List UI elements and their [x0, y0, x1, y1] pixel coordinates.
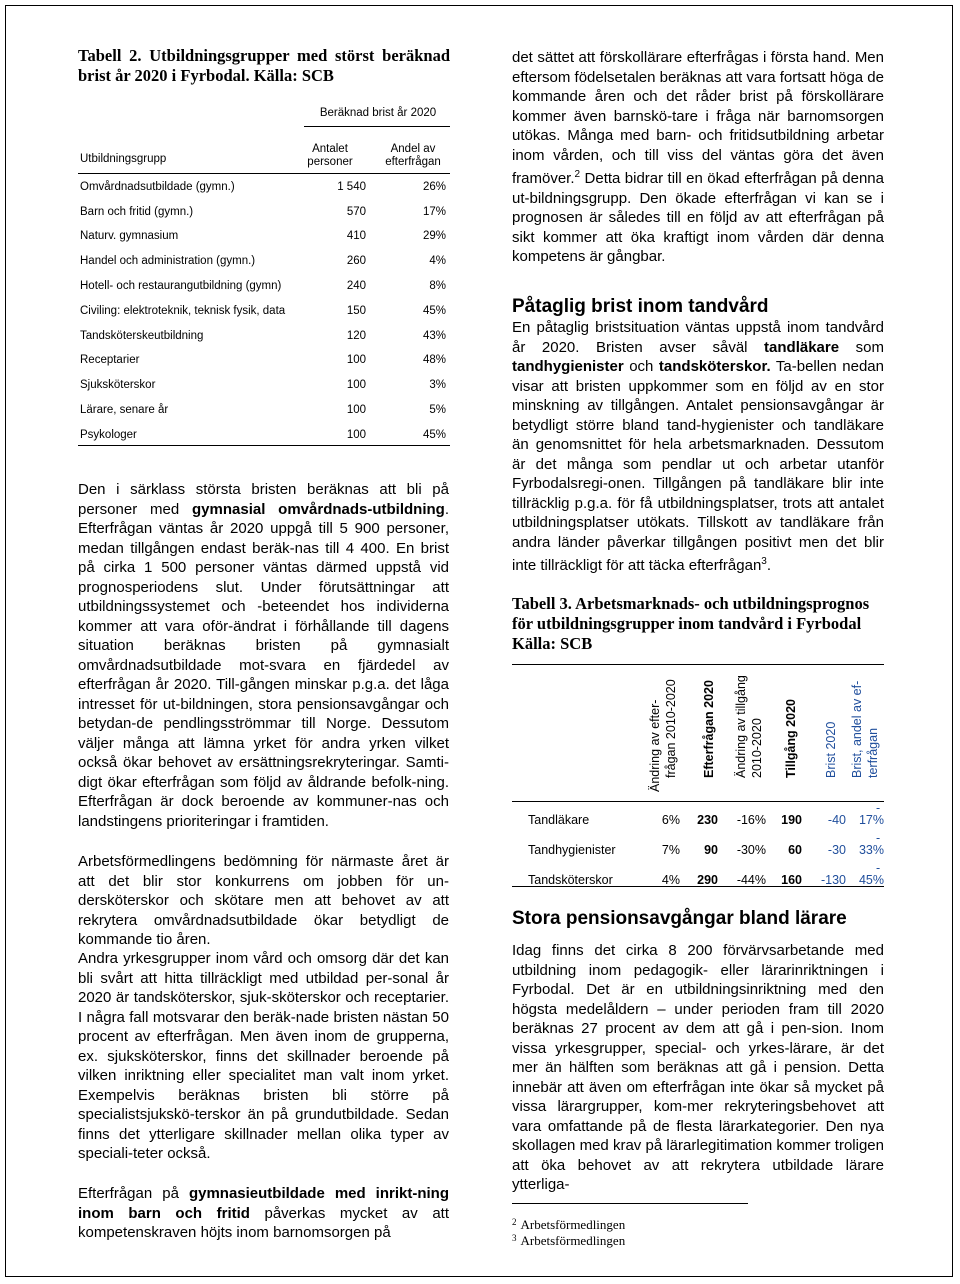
emphasis-text: gymnasial omvårdnads-utbildning	[192, 500, 445, 518]
text-run: Den i särklass största bristen beräknas att bli på personer med	[78, 481, 449, 518]
body-paragraph: Andra yrkesgrupper inom vård och omsorg där det kan bli svårt att hitta tillräckligt med utbildad per-sonal år 2020 är tandsköterskor, sjuk-sköterskor och receptarier. I några fall motsvarar den beräk-nade bristen nästan 50 procent av efterfrågan. Men även inom de grupperna, ex. sjuksköterskor, finns det skillnader beroende på vilken inriktning eller specialitet man valt inom yrket. Exempelvis beräknas bristen bli större på specialistsjukskö-terskor än på grundutbildade. Sedan finns det ytterligare skillnader mellan olika typer av speciali-teter också.	[78, 950, 449, 1162]
text-run: . Efterfrågan väntas år 2020 uppgå till 5 900 personer, medan tillgången endast beräk-nas till 4 400. En brist på cirka 1 500 personer väntas därmed uppstå vid prognosperiodens slut. Under förutsättningar att utbildningssystemet och -beteendet hos individerna kommer att vara oför-ändrat i förhållande till dagens situation beräknas bristen på gymnasialt omvårdnadsutbildade mot-svara en fjärdedel av efterfrågan år 2020. Till-gången minskar p.g.a. det låga intresset för ut-bildningen, stora pensionsavgångar och betydan-de pendlingsströmmar till Norge. Dessutom väljer många att lämna yrket för andra yrken vilket också ökar behovet av ersättningsrekryteringar. Samti-digt ökar efterfrågan som följd av åldrande befolk-ning. Efterfrågan är dock beroende av kommuner-nas och landstingens prioriteringar i framtiden.	[78, 500, 450, 830]
table-cell: -130	[820, 873, 846, 887]
table-cell-antal: 100	[346, 429, 366, 441]
table-cell-andel: 29%	[422, 230, 446, 242]
table-cell-andel: 5%	[429, 404, 446, 416]
header-text: Tillgång 2020	[784, 699, 798, 778]
table-cell-antal: 410	[346, 230, 366, 242]
table-cell-antal: 570	[346, 206, 366, 218]
table-cell-dash: -	[876, 861, 881, 875]
text-run: påverkas mycket av att kompetenskraven höjts inom barnomsorgen på	[78, 1204, 449, 1241]
text-run: Ta-bellen nedan visar att bristen uppkommer som en följd av en stor minskning av tillgången. Antalet pensionsavgångar är betydligt större bland tand-hygienister och tandläkare än genomsnittet för hela arbetsmarknaden. Dessutom är det många som pendlar ut och arbetar utanför Fyrbodalsregi-onen. Tillgången på tandläkare blir inte tillräcklig p.g.a. för få utbildningsplatser, trots att antalet utbildningsplatser utökats. Tillskott av tandläkare från andra länder påverkar tillgången positivt men det blir inte tillräckligt för att täcka efterfrågan	[512, 358, 884, 574]
table-cell: 17%	[858, 813, 884, 827]
table-cell-label: Tandläkare	[528, 813, 590, 827]
table-cell: -40	[827, 813, 846, 827]
table-cell-antal: 100	[346, 379, 366, 391]
table-cell-label: Sjuksköterskor	[80, 379, 156, 391]
table-cell: 290	[697, 873, 718, 887]
table-row	[512, 801, 884, 831]
table2-col-andel: Andel av efterfrågan	[385, 143, 441, 168]
table-cell-andel: 48%	[422, 354, 446, 366]
table-cell: 45%	[858, 873, 884, 887]
text-run: det sättet att förskollärare efterfrågas i första hand. Men eftersom födelsetalen beräknas att vara fortsatt höga de kommande åren och det råder brist på förskollärare kommer även barnskö-tare i fråga när barnomsorgen utökas. Många med barn- och fritidsutbildning arbetar inom vården, och till viss del väntas göra det även framöver.	[512, 49, 884, 187]
section-heading: Påtaglig brist inom tandvård	[512, 296, 769, 317]
text-run: Detta bidrar till en ökad efterfrågan på denna ut-bildningsgrupp. Den ökade efterfrågan vi kan se i prognosen är således till en följd av att efterfrågan på sikt kommer att öka kraftigt inom vården där denna kompetens är gångbar.	[512, 170, 884, 265]
table-cell-label: Receptarier	[80, 354, 140, 366]
emphasis-text: tandläkare	[764, 338, 840, 356]
table-cell: 160	[781, 873, 802, 887]
table-row	[78, 280, 450, 300]
table-cell: -16%	[736, 813, 766, 827]
emphasis-text: tandsköterskor.	[658, 358, 771, 375]
footnote-text: Arbetsförmedlingen	[520, 1233, 626, 1248]
table-cell: 4%	[661, 873, 680, 887]
table-cell: 7%	[661, 843, 680, 857]
table-cell-label: Tandsköterskor	[528, 873, 613, 887]
table-row	[78, 305, 450, 325]
table-row	[78, 230, 450, 250]
table2-header-rule	[304, 126, 450, 127]
table-cell-label: Naturv. gymnasium	[80, 230, 179, 242]
footnote-number: 3	[512, 1233, 517, 1243]
table-cell-andel: 26%	[422, 181, 446, 193]
table2-bottom-rule	[78, 445, 450, 446]
table-cell-andel: 3%	[429, 379, 446, 391]
body-paragraph: Idag finns det cirka 8 200 förvärvsarbetande med utbildning inom pedagogik- eller lärarinriktningen i Fyrbodal. Det är en utbildningsinriktning med den högsta medelåldern – under perioden fram till 2020 beräknas 27 procent av dem att gå i pen-sion. Inom vissa yrkesgrupper, special- och yrkes-lärare, är det mer än hälften som beräknas att gå i pension. Detta innebär att även om efterfrågan inte ökar så mycket på vissa lärargrupper, kom-mer rekryteringsbehovet att vara omfattande på de flesta lärarkategorier. Den nya skollagen med krav på lärarlegitimation kommer troligen att öka behovet av att rekrytera utbildade lärare ytterliga-	[512, 942, 884, 1193]
table-cell-antal: 260	[346, 255, 366, 267]
table-cell: 6%	[661, 813, 680, 827]
section-heading: Stora pensionsavgångar bland lärare	[512, 908, 847, 929]
table-row	[78, 379, 450, 399]
footnote-number: 2	[512, 1217, 517, 1227]
body-paragraph	[78, 480, 449, 831]
table2-group-header: Beräknad brist år 2020	[319, 107, 437, 119]
table-cell-antal: 120	[346, 330, 366, 342]
text-run: som	[839, 338, 884, 356]
table-cell: -30	[827, 843, 846, 857]
header-text: Ändring av tillgång	[734, 675, 748, 778]
table-cell-andel: 43%	[422, 330, 446, 342]
emphasis-text: gymnasieutbildade med inrikt-ning inom barn och fritid	[78, 1185, 449, 1222]
table-row	[78, 404, 450, 424]
table-row	[78, 255, 450, 275]
table-cell-label: Lärare, senare år	[80, 404, 169, 416]
table-cell-dash: -	[876, 831, 881, 845]
footnote-text: Arbetsförmedlingen	[520, 1217, 626, 1232]
table-cell-label: Omvårdnadsutbildade (gymn.)	[80, 181, 235, 193]
table-cell-antal: 240	[346, 280, 366, 292]
table-row	[78, 206, 450, 226]
table-cell-antal: 100	[346, 354, 366, 366]
footnote-separator	[512, 1203, 748, 1204]
table-cell-dash: -	[876, 801, 881, 815]
table-cell-andel: 17%	[422, 206, 446, 218]
table-cell-label: Hotell- och restaurangutbildning (gymn)	[80, 280, 282, 292]
table-cell: 190	[781, 813, 802, 827]
table-cell-label: Civiling: elektroteknik, teknisk fysik, data	[80, 305, 286, 317]
header-text: frågan 2010-2020	[664, 679, 678, 778]
table-cell: 230	[697, 813, 718, 827]
table2-header-rule	[78, 173, 450, 174]
body-paragraph	[512, 48, 884, 267]
table3-bottom-rule	[512, 886, 884, 887]
table-cell-antal: 150	[346, 305, 366, 317]
text-run: En påtaglig bristsituation väntas uppstå inom tandvård år 2020. Bristen avser såväl	[512, 319, 884, 356]
body-paragraph	[78, 1184, 449, 1243]
table-row	[78, 429, 450, 449]
table-row	[512, 831, 884, 861]
table-cell-label: Tandhygienister	[528, 843, 616, 857]
table3-caption: Tabell 3. Arbetsmarknads- och utbildningsprognos för utbildningsgrupper inom tandvård i Fyrbodal Källa: SCB	[512, 594, 870, 653]
table-cell-andel: 8%	[429, 280, 446, 292]
header-text: Efterfrågan 2020	[702, 680, 716, 778]
table-row	[78, 354, 450, 374]
table-cell-antal: 1 540	[337, 181, 366, 193]
text-run: och	[623, 358, 659, 375]
emphasis-text: tandhygienister	[512, 358, 624, 375]
footnote-ref: 3	[761, 556, 767, 567]
header-text: Brist 2020	[824, 721, 838, 778]
text-run: Efterfrågan på	[78, 1185, 189, 1202]
header-text: terfrågan	[866, 727, 880, 778]
table-cell-label: Psykologer	[80, 429, 137, 441]
header-text: Brist, andel av ef-	[850, 680, 864, 778]
footnote-ref: 2	[574, 169, 581, 180]
table-cell-antal: 100	[346, 404, 366, 416]
table-cell: 33%	[858, 843, 884, 857]
table-cell: 60	[788, 843, 802, 857]
body-paragraph: Arbetsförmedlingens bedömning för närmaste året är att det blir stor konkurrens om jobben för un-dersköterskor och skötare men att behovet av att rekrytera omvårdnadsutbildade ökar betydligt de kommande tio åren.	[78, 853, 449, 948]
table-cell-andel: 45%	[422, 429, 446, 441]
table2-caption: Tabell 2. Utbildningsgrupper med störst beräknad brist år 2020 i Fyrbodal. Källa: SCB	[78, 46, 450, 85]
body-paragraph	[512, 318, 884, 576]
header-text: 2010-2020	[750, 718, 764, 778]
table-cell-andel: 4%	[429, 255, 446, 267]
table-cell-label: Handel och administration (gymn.)	[80, 255, 256, 267]
table-cell-andel: 45%	[422, 305, 446, 317]
footnote	[512, 1230, 625, 1249]
table2-col-group: Utbildningsgrupp	[80, 153, 167, 165]
table-cell: -44%	[736, 873, 766, 887]
table-cell-label: Barn och fritid (gymn.)	[80, 206, 194, 218]
table-row	[78, 330, 450, 350]
table-cell: 90	[704, 843, 718, 857]
table-cell: -30%	[736, 843, 766, 857]
text-run: .	[766, 557, 772, 574]
table3-top-rule	[512, 664, 884, 665]
table-row	[78, 181, 450, 201]
table-cell-label: Tandsköterskeutbildning	[80, 330, 204, 342]
table2-col-antal: Antalet personer	[307, 143, 353, 168]
